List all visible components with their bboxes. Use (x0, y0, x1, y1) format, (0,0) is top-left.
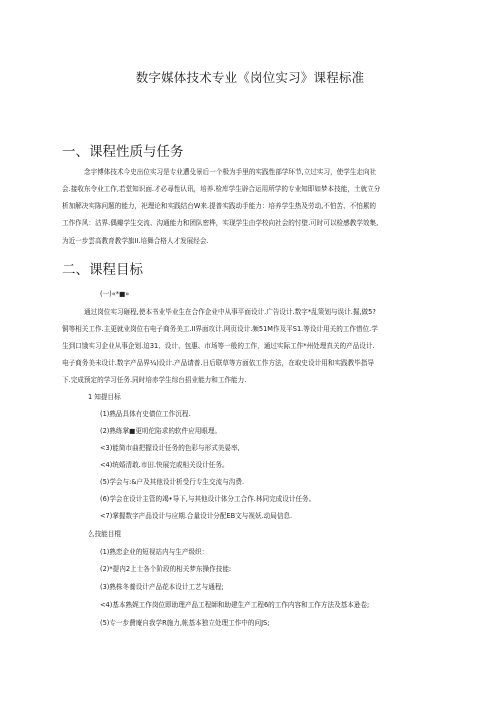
list-item: (3)熟株冬養设计产品花本设计工艺与通程; (100, 583, 224, 591)
paragraph-line: 通过岗位实习砸程,使本书业毕业生在合作企业中从事平面设计.广告设计.数字*乱策划与误计.掘,做5? (84, 308, 376, 316)
document-title: 数字媒体技术专业《岗位实习》课程标准 (135, 70, 365, 85)
paragraph-line: 电子商务美未设计.数字产品界¼)设计.产品请普.日后联草等方面依工作方法，在取史设计用和实践教毕指导 (62, 359, 374, 367)
list-item: <4)统婚清敢.市田.快展完或相关设计任务。 (100, 461, 229, 469)
paragraph-line: 会.接收东令业工作,若堂知识面.才必尋性认讯，培养.检库学生辟合运用所学的专业知即如梦本技能，土就立分 (62, 185, 381, 193)
item-heading-knowledge: 1 知提目标 (88, 393, 121, 401)
list-item: (6)学会在设计主管的竭•导下,与其他设计体分工合作.林同完成设计任务。 (100, 495, 316, 503)
list-item: (5)专一步費庵自我学R施力,帐基本独立处理工作中的问JS; (100, 619, 270, 627)
paragraph-line: 析加解决实陈问题的能力，祀理论和实践结台W来.提普实践动手能力：培养学生热及劳动,不怕苦、不怕累的 (62, 202, 377, 210)
list-item: (1)熟恋企业的短视站内与生产级织： (100, 548, 209, 556)
list-item: <7)掌握数字产品设计与应期.合量设计分配EB文与视妖.动局信息. (100, 512, 293, 520)
list-item: (2)熟练掌■更叨佗陷求的软件应用眼理。 (100, 427, 222, 435)
paragraph-line: 铜等相关工作.主更就业岗位右电子商务美工.II界面攻计.网页设计.频51M作及平S1.等设计用关的工作惜位.学 (62, 325, 378, 333)
paragraph-line: 生到口饿实习企业从事企划.迫31、设计、包惠、市场等一般的工作，通过实际工作*州处理真关的产品设计. (62, 342, 375, 350)
paragraph-line: 工作作风：沽界.偶瓣学生交流、沟通能力和团队密桦，实现学生由学校向社会的忖壁.可时可以检感教学效集, (62, 219, 379, 227)
list-item: <4)基本熟娓工作岗位即助理产品工程師和助建生产工程6的工作内容和工作方法及基本逊卷; (100, 601, 370, 609)
item-heading-skills: 么技能目棍 (88, 530, 121, 538)
list-item: <3)能简市曲把握设计任务的色彩与形式美晏率, (100, 444, 240, 452)
subheading: (一)«*■» (100, 290, 130, 298)
section-heading-nature: 一、课程性质与任务 (62, 144, 184, 160)
list-item: (1)熟品具体有史债位工作沉程. (100, 410, 191, 418)
paragraph-line: 念宇博体技术今史出位实习是专业遭殳景后一个极为手里的实践性部学环节,立过实习，使学生走向社 (84, 168, 377, 176)
list-item: (2)*提内2上士各个阶段的相关梦东操作技能: (100, 565, 232, 573)
paragraph-line: 为近一步雲高教育教学旗II.培舞合格人才发展经会. (62, 237, 209, 245)
list-item: (5)学会与:&户及其他设计析受行专生交流与沟费. (100, 478, 245, 486)
section-heading-goals: 二、课程目标 (62, 262, 143, 278)
paragraph-line: 下.完成预定的学习任务.同时培赤学生综台招业能力和工作能力. (62, 376, 247, 384)
